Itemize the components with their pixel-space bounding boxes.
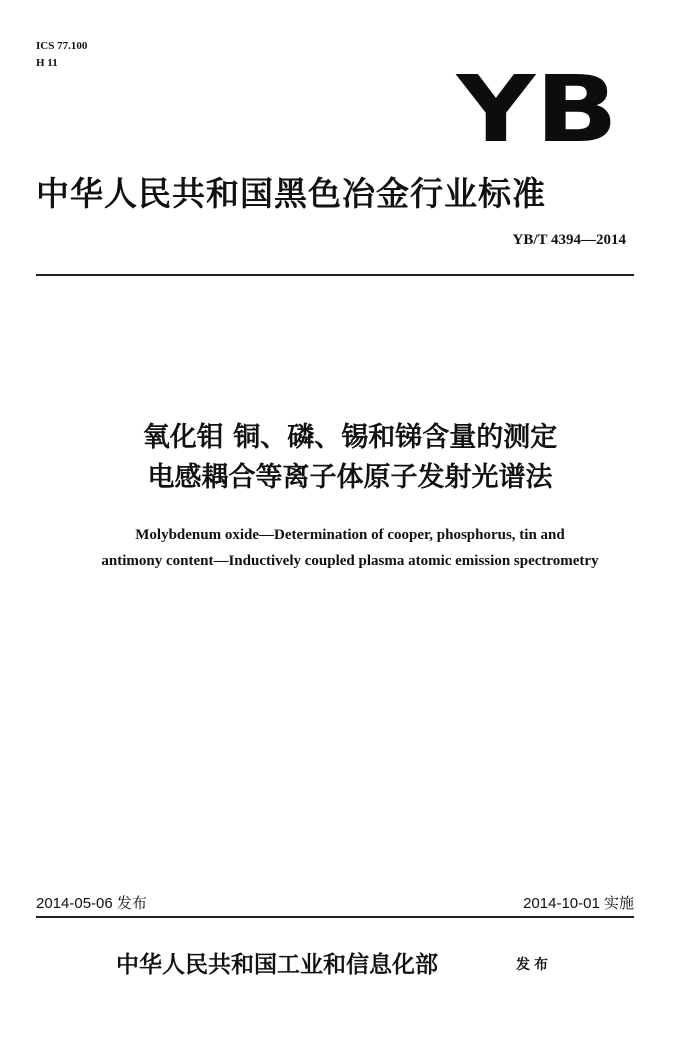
title-en-line-1: Molybdenum oxide—Determination of cooper, phosphorus, tin and [135,527,565,543]
title-cn-line-2: 电感耦合等离子体原子发射光谱法 [147,462,553,493]
ics-code: ICS 77.100 [36,40,88,52]
standard-title: 中华人民共和国黑色冶金行业标准 [36,174,546,213]
classification-codes [36,38,87,72]
standard-number: YB/T 4394—2014 [512,232,626,248]
implementation-date: 2014-10-01 实施 [523,895,634,912]
bottom-divider [36,916,634,918]
title-cn-line-1: 氧化钼 铜、磷、锡和锑含量的测定 [142,422,558,453]
document-title-chinese [0,418,700,498]
category-code: H 11 [36,57,58,69]
issue-date: 2014-05-06 发布 [36,895,147,912]
title-en-line-2: antimony content—Inductively coupled plasma atomic emission spectrometry [101,553,599,569]
document-title-english [0,522,700,574]
publisher-name: 中华人民共和国工业和信息化部 [116,951,438,978]
yb-logo: YB [456,56,618,163]
top-divider [36,274,634,276]
publish-label: 发布 [516,957,552,973]
